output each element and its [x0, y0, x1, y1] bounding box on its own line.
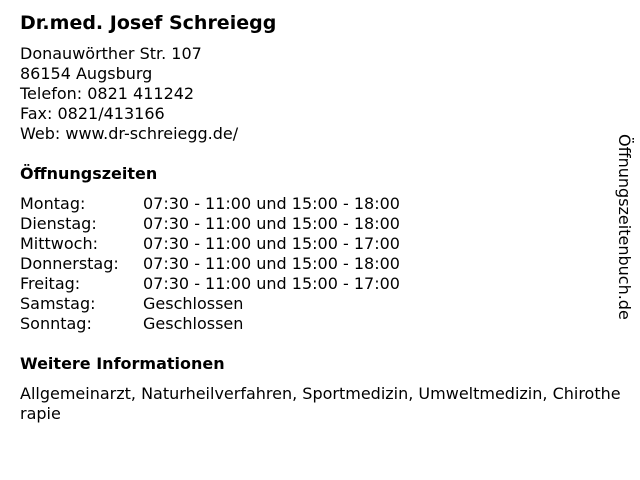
hours-value: 07:30 - 11:00 und 15:00 - 18:00: [143, 194, 400, 213]
city: 86154 Augsburg: [20, 64, 153, 83]
hours-row-sunday: [20, 314, 400, 334]
watermark-text: Öffnungszeitenbuch.de: [615, 134, 634, 320]
day-label: Samstag:: [20, 294, 96, 313]
hours-value: Geschlossen: [143, 294, 244, 313]
day-label: Freitag:: [20, 274, 81, 293]
hours-row-thursday: [20, 254, 400, 274]
more-info-heading: Weitere Informationen: [20, 354, 225, 373]
hours-value: 07:30 - 11:00 und 15:00 - 17:00: [143, 234, 400, 253]
fax-number: Fax: 0821/413166: [20, 104, 165, 123]
hours-value: 07:30 - 11:00 und 15:00 - 18:00: [143, 214, 400, 233]
opening-hours-heading: Öffnungszeiten: [20, 164, 158, 183]
hours-value: Geschlossen: [143, 314, 244, 333]
day-label: Dienstag:: [20, 214, 97, 233]
day-label: Montag:: [20, 194, 86, 213]
practice-name: Dr.med. Josef Schreiegg: [20, 12, 277, 34]
day-label: Donnerstag:: [20, 254, 119, 273]
hours-row-friday: [20, 274, 400, 294]
phone-number: Telefon: 0821 411242: [20, 84, 195, 103]
hours-row-tuesday: [20, 214, 400, 234]
website: Web: www.dr-schreiegg.de/: [20, 124, 239, 143]
street-address: Donauwörther Str. 107: [20, 44, 202, 63]
day-label: Mittwoch:: [20, 234, 98, 253]
hours-row-saturday: [20, 294, 400, 314]
hours-value: 07:30 - 11:00 und 15:00 - 17:00: [143, 274, 400, 293]
hours-row-wednesday: [20, 234, 400, 254]
hours-value: 07:30 - 11:00 und 15:00 - 18:00: [143, 254, 400, 273]
hours-row-monday: [20, 194, 400, 214]
specialties-text: Allgemeinarzt, Naturheilverfahren, Sportmedizin, Umweltmedizin, Chirotherapie: [20, 384, 621, 423]
address-block: [20, 44, 238, 144]
day-label: Sonntag:: [20, 314, 92, 333]
opening-hours-table: [20, 194, 400, 334]
